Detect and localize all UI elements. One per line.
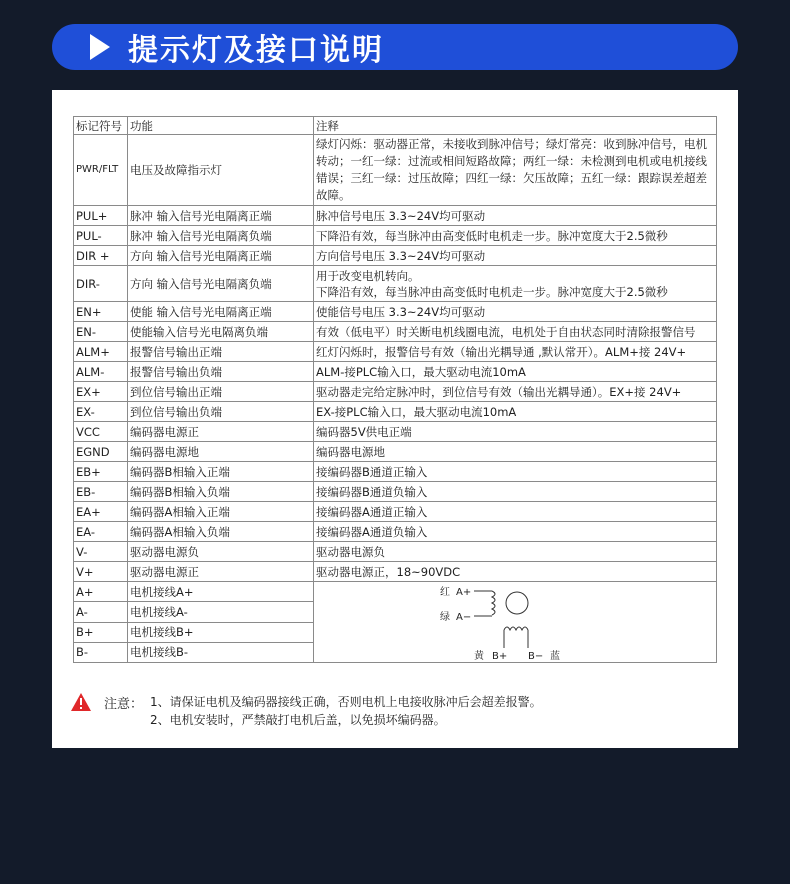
cell-symbol: V+ (74, 562, 128, 582)
cell-note: 接编码器B通道负输入 (314, 482, 717, 502)
cell-function: 编码器A相输入负端 (128, 522, 314, 542)
section-banner (52, 24, 738, 70)
cell-note: 接编码器A通道负输入 (314, 522, 717, 542)
cell-note: 接编码器A通道正输入 (314, 502, 717, 522)
label-a-plus: A+ (456, 587, 472, 598)
table-row (74, 402, 717, 422)
cell-symbol: ALM- (74, 362, 128, 382)
cell-symbol: EB+ (74, 462, 128, 482)
cell-symbol: EN- (74, 322, 128, 342)
cell-function: 电机接线B- (128, 642, 314, 662)
cell-symbol: PUL- (74, 226, 128, 246)
label-b-minus: B− (528, 651, 544, 662)
cell-symbol: V- (74, 542, 128, 562)
content-panel (52, 90, 738, 748)
cell-function: 电机接线A+ (128, 582, 314, 602)
cell-note: 方向信号电压 3.3~24V均可驱动 (314, 246, 717, 266)
cell-note: ALM-接PLC输入口，最大驱动电流10mA (314, 362, 717, 382)
cell-function: 电机接线A- (128, 602, 314, 622)
cell-symbol: EX+ (74, 382, 128, 402)
table-row (74, 562, 717, 582)
cell-note: 编码器5V供电正端 (314, 422, 717, 442)
notice-line-1: 1、请保证电机及编码器接线正确，否则电机上电接收脉冲后会超差报警。 (150, 695, 542, 709)
cell-note: 绿灯闪烁：驱动器正常，未接收到脉冲信号；绿灯常亮：收到脉冲信号，电机转动；一红一绿：过流或相间短路故障；两红一绿：未检测到电机或电机接线错误；三红一绿：过压故障；四红一绿：欠压故障；五红一绿：跟踪误差超差故障。 (314, 135, 717, 206)
cell-note: 驱动器电源负 (314, 542, 717, 562)
cell-function: 编码器B相输入负端 (128, 482, 314, 502)
label-blue: 蓝 (550, 651, 560, 662)
cell-symbol: B- (74, 642, 128, 662)
cell-function: 脉冲 输入信号光电隔离负端 (128, 226, 314, 246)
table-row (74, 135, 717, 206)
table-row (74, 582, 717, 602)
cell-note: 编码器电源地 (314, 442, 717, 462)
cell-note: 脉冲信号电压 3.3~24V均可驱动 (314, 206, 717, 226)
table-row (74, 246, 717, 266)
motor-wiring-svg (314, 582, 715, 662)
cell-function: 报警信号输出正端 (128, 342, 314, 362)
header-function: 功能 (128, 117, 314, 135)
cell-function: 驱动器电源负 (128, 542, 314, 562)
cell-function: 使能 输入信号光电隔离正端 (128, 302, 314, 322)
table-row (74, 422, 717, 442)
cell-function: 编码器电源正 (128, 422, 314, 442)
table-row (74, 342, 717, 362)
motor-wiring-diagram (314, 582, 716, 662)
table-header-row (74, 117, 717, 135)
cell-function: 编码器B相输入正端 (128, 462, 314, 482)
table-row (74, 226, 717, 246)
table-row (74, 266, 717, 302)
cell-function: 编码器电源地 (128, 442, 314, 462)
cell-symbol: PUL+ (74, 206, 128, 226)
warning-icon (70, 692, 92, 712)
cell-function: 方向 输入信号光电隔离正端 (128, 246, 314, 266)
cell-symbol: PWR/FLT (74, 135, 128, 206)
table-row (74, 502, 717, 522)
table-row (74, 322, 717, 342)
cell-note: EX-接PLC输入口，最大驱动电流10mA (314, 402, 717, 422)
cell-symbol: EX- (74, 402, 128, 422)
table-row (74, 362, 717, 382)
cell-symbol: ALM+ (74, 342, 128, 362)
cell-symbol: EA- (74, 522, 128, 542)
motor-rotor-icon (506, 592, 528, 614)
cell-symbol: B+ (74, 622, 128, 642)
cell-symbol: A- (74, 602, 128, 622)
cell-function: 到位信号输出负端 (128, 402, 314, 422)
notice-line-2: 2、电机安装时，严禁敲打电机后盖，以免损坏编码器。 (150, 713, 446, 727)
cell-function: 电压及故障指示灯 (128, 135, 314, 206)
cell-function: 脉冲 输入信号光电隔离正端 (128, 206, 314, 226)
cell-symbol: EB- (74, 482, 128, 502)
cell-note: 驱动器电源正，18~90VDC (314, 562, 717, 582)
table-row (74, 206, 717, 226)
cell-symbol: EGND (74, 442, 128, 462)
cell-function: 编码器A相输入正端 (128, 502, 314, 522)
table-row (74, 382, 717, 402)
cell-symbol: DIR + (74, 246, 128, 266)
header-note: 注释 (314, 117, 717, 135)
cell-wiring-diagram (314, 582, 717, 663)
cell-note: 驱动器走完给定脉冲时，到位信号有效（输出光耦导通）。EX+接 24V+ (314, 382, 717, 402)
table-row (74, 442, 717, 462)
cell-function: 驱动器电源正 (128, 562, 314, 582)
cell-note (314, 266, 717, 302)
cell-note: 有效（低电平）时关断电机线圈电流，电机处于自由状态同时清除报警信号 (314, 322, 717, 342)
play-arrow-icon (90, 34, 110, 60)
label-green: 绿 (440, 612, 450, 623)
cell-function: 使能输入信号光电隔离负端 (128, 322, 314, 342)
cell-note: 使能信号电压 3.3~24V均可驱动 (314, 302, 717, 322)
table-row (74, 302, 717, 322)
cell-symbol: A+ (74, 582, 128, 602)
coil-a-icon (492, 591, 495, 615)
table-row (74, 482, 717, 502)
table-row (74, 522, 717, 542)
cell-function: 到位信号输出正端 (128, 382, 314, 402)
cell-function: 报警信号输出负端 (128, 362, 314, 382)
cell-symbol: EA+ (74, 502, 128, 522)
cell-note: 下降沿有效，每当脉冲由高变低时电机走一步。脉冲宽度大于2.5微秒 (314, 226, 717, 246)
notice-label: 注意： (104, 697, 144, 712)
cell-symbol: VCC (74, 422, 128, 442)
coil-b-icon (504, 627, 528, 630)
cell-note: 接编码器B通道正输入 (314, 462, 717, 482)
label-b-plus: B+ (492, 651, 508, 662)
label-yellow: 黄 (474, 651, 484, 662)
label-a-minus: A− (456, 612, 472, 623)
header-symbol: 标记符号 (74, 117, 128, 135)
cell-symbol: EN+ (74, 302, 128, 322)
cell-function: 电机接线B+ (128, 622, 314, 642)
cell-note-line: 下降沿有效，每当脉冲由高变低时电机走一步。脉冲宽度大于2.5微秒 (316, 284, 668, 299)
table-row (74, 542, 717, 562)
banner-title: 提示灯及接口说明 (128, 33, 384, 68)
label-red: 红 (440, 587, 450, 598)
cell-note-line: 用于改变电机转向。 (316, 268, 420, 283)
cell-note: 红灯闪烁时，报警信号有效（输出光耦导通 ,默认常开）。ALM+接 24V+ (314, 342, 717, 362)
interface-table (73, 116, 717, 663)
cell-symbol: DIR- (74, 266, 128, 302)
cell-function: 方向 输入信号光电隔离负端 (128, 266, 314, 302)
table-row (74, 462, 717, 482)
